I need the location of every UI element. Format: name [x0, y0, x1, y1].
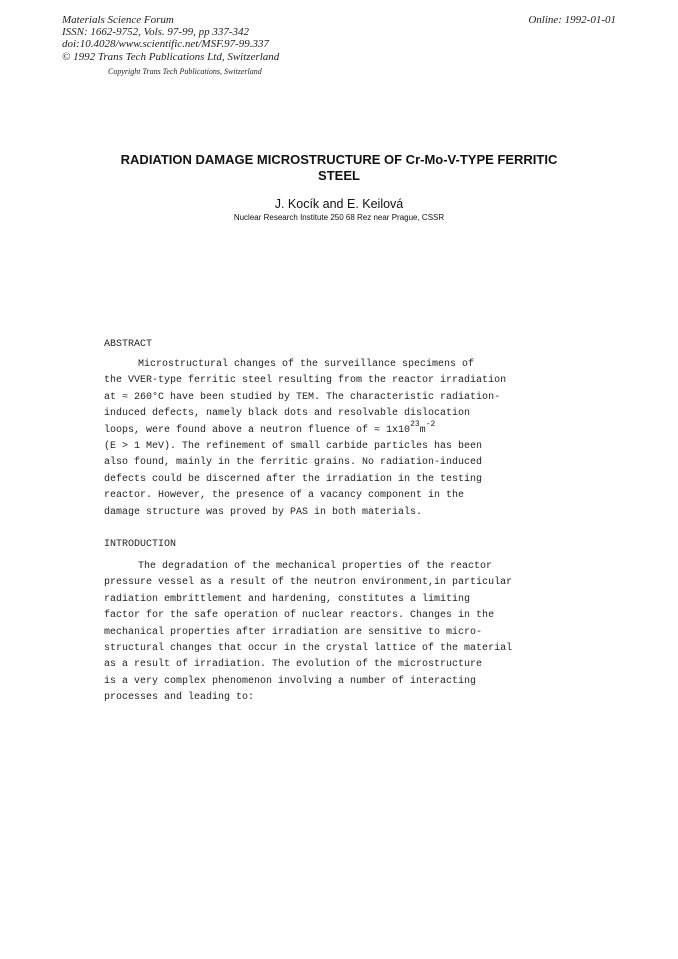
abstract-heading: ABSTRACT	[104, 339, 153, 350]
paper-title	[80, 152, 598, 184]
abstract-body	[104, 357, 544, 521]
introduction-heading: INTRODUCTION	[104, 539, 177, 550]
title-line: RADIATION DAMAGE MICROSTRUCTURE OF Cr-Mo-V-TYPE FERRITIC	[120, 152, 558, 167]
text-line: also found, mainly in the ferritic grains. No radiation-induced	[104, 457, 483, 469]
text-line: damage structure was proved by PAS in both materials.	[104, 506, 423, 518]
journal-metadata	[62, 14, 279, 63]
text-line: The degradation of the mechanical properties of the reactor	[138, 561, 493, 572]
paper-authors: J. Kocík and E. Keilová	[274, 197, 404, 211]
text-line: as a result of irradiation. The evolution of the microstructure	[104, 659, 483, 671]
fluence-text: loops, were found above a neutron fluence of ≈ 1x10	[104, 424, 411, 436]
fluence-unit-exponent: -2	[425, 419, 436, 429]
fluence-unit: m	[419, 424, 426, 436]
journal-doi[interactable]: doi:10.4028/www.scientific.net/MSF.97-99.337	[62, 38, 270, 51]
text-line: is a very complex phenomenon involving a number of interacting	[104, 675, 477, 687]
journal-publisher: © 1992 Trans Tech Publications Ltd, Switzerland	[62, 50, 280, 63]
text-line-fluence	[104, 419, 544, 439]
text-line: radiation embrittlement and hardening, constitutes a limiting	[104, 593, 471, 605]
text-line: reactor. However, the presence of a vacancy component in the	[104, 490, 465, 502]
copyright-notice: Copyright Trans Tech Publications, Switzerland	[108, 67, 262, 76]
text-line: induced defects, namely black dots and resolvable dislocation	[104, 408, 471, 420]
author-affiliation: Nuclear Research Institute 250 68 Rez near Prague, CSSR	[233, 213, 445, 222]
text-line: the VVER-type ferritic steel resulting from the reactor irradiation	[104, 375, 507, 387]
title-line: STEEL	[318, 168, 360, 183]
text-line: Microstructural changes of the surveillance specimens of	[138, 359, 475, 370]
fluence-exponent: 23	[410, 419, 420, 429]
text-line: pressure vessel as a result of the neutron environment,in particular	[104, 577, 513, 589]
text-line: mechanical properties after irradiation are sensitive to micro-	[104, 626, 483, 638]
text-line: factor for the safe operation of nuclear reactors. Changes in the	[104, 610, 495, 622]
text-line: defects could be discerned after the irradiation in the testing	[104, 473, 483, 485]
text-line: processes and leading to:	[104, 692, 255, 704]
text-line: at ≈ 260°C have been studied by TEM. The characteristic radiation-	[104, 391, 501, 403]
online-date: Online: 1992-01-01	[528, 14, 616, 26]
journal-issn: ISSN: 1662-9752, Vols. 97-99, pp 337-342	[62, 26, 249, 39]
text-line: structural changes that occur in the crystal lattice of the material	[104, 642, 513, 654]
text-line: (E > 1 MeV). The refinement of small carbide particles has been	[104, 440, 483, 452]
introduction-body	[104, 559, 544, 707]
journal-name: Materials Science Forum	[62, 14, 174, 26]
